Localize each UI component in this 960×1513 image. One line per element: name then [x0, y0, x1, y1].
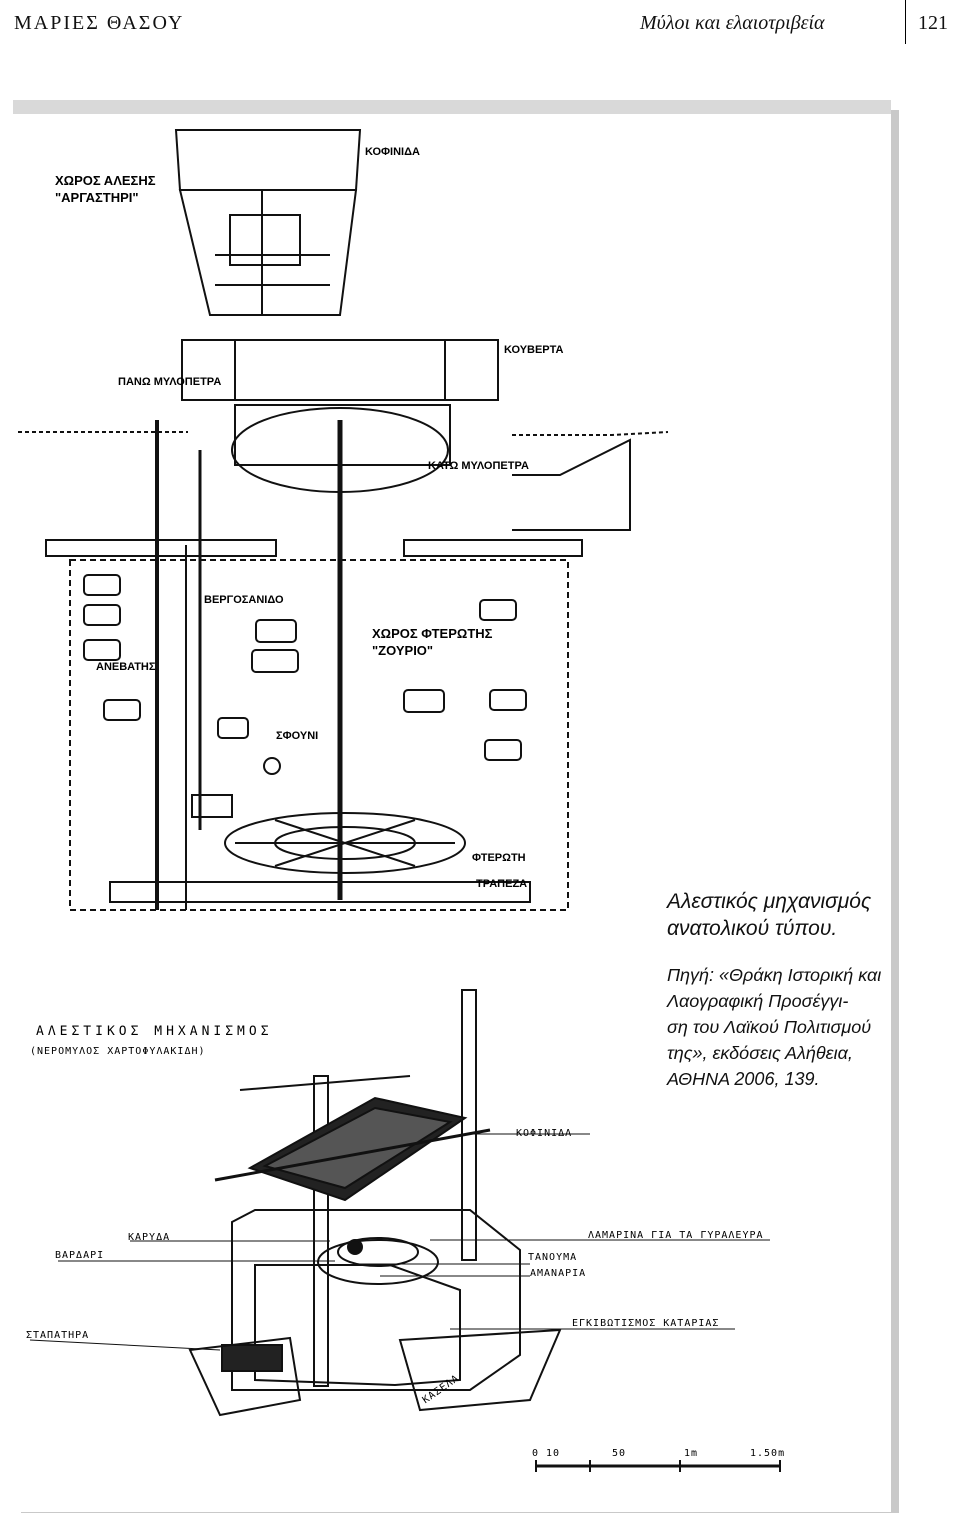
header-chapter-title: Μύλοι και ελαιοτριβεία — [640, 12, 825, 34]
scale-tick-3: 1.50m — [750, 1448, 786, 1459]
figure-caption-title: Αλεστικός μηχανισμός ανατολικού τύπου. — [667, 890, 872, 940]
label-argastiri: "ΑΡΓΑΣΤΗΡΙ" — [55, 190, 139, 205]
label-kouverta: ΚΟΥΒΕΡΤΑ — [504, 344, 564, 356]
scale-tick-2: 1m — [684, 1448, 699, 1459]
scale-tick-1: 50 — [612, 1448, 627, 1459]
post-left — [314, 1076, 328, 1386]
label-kasela: ΚΑΣΕΛΑ — [420, 1372, 462, 1407]
label-tanouma: ΤΑΝΟΥΜΑ — [528, 1252, 578, 1263]
label-vardari: ΒΑΡΔΑΡΙ — [55, 1250, 105, 1261]
label-zourio: "ΖΟΥΡΙΟ" — [372, 643, 434, 658]
label-vergosanido: ΒΕΡΓΟΣΑΝΙΔΟ — [204, 594, 284, 606]
figure-caption-source: Πηγή: «Θράκη Ιστορική και Λαογραφική Προσέγγι- ση του Λαϊκού Πολιτισμού της», εκδόσεις Αλήθεια, ΑΘΗΝΑ 2006, 139. — [667, 965, 882, 1089]
page-number: 121 — [918, 12, 948, 34]
stapatira-box — [222, 1345, 282, 1371]
label-kofinida-top: ΚΟΦΙΝΙΔΑ — [365, 146, 420, 158]
label-trapeza: ΤΡΑΠΕΖΑ — [476, 878, 528, 890]
label-xoros-fterotis: ΧΩΡΟΣ ΦΤΕΡΩΤΗΣ — [372, 626, 493, 641]
label-pano-mylopetra: ΠΑΝΩ ΜΥΛΟΠΕΤΡΑ — [118, 376, 222, 388]
post-right — [462, 990, 476, 1260]
top-drawing — [18, 130, 668, 910]
floor-beam-right — [404, 540, 582, 556]
label-xoros-aleseis: ΧΩΡΟΣ ΑΛΕΣΗΣ — [55, 173, 156, 188]
hopper — [176, 130, 360, 190]
bottom-title-line1: ΑΛΕΣΤΙΚΟΣ ΜΗΧΑΝΙΣΜΟΣ — [36, 1024, 273, 1039]
sfouni-nozzle — [264, 758, 280, 774]
bottom-title-line2: (ΝΕΡΟΜΥΛΟΣ ΧΑΡΤΟΦΥΛΑΚΙΔΗ) — [30, 1046, 206, 1057]
label-stapatira: ΣΤΑΠΑΤΗΡΑ — [26, 1330, 90, 1341]
scale-tick-0: 0 10 — [532, 1448, 561, 1459]
label-fterota: ΦΤΕΡΩΤΗ — [472, 852, 526, 864]
label-amanaria: ΑΜΑΝΑΡΙΑ — [530, 1268, 587, 1279]
floor-beam-left — [46, 540, 276, 556]
label-egkvetismos: ΕΓΚΙΒΩΤΙΣΜΟΣ ΚΑΤΑΡΙΑΣ — [572, 1318, 720, 1329]
label-kofinida-bottom: ΚΟΦΙΝΙΔΑ — [516, 1128, 573, 1139]
millstone — [318, 1240, 438, 1284]
upper-millstone — [182, 340, 498, 400]
label-karyda: ΚΑΡΥΔΑ — [128, 1232, 171, 1243]
label-lamarina: ΛΑΜΑΡΙΝΑ ΓΙΑ ΤΑ ΓΥΡΑΛΕΥΡΑ — [588, 1230, 764, 1241]
label-sfouni: ΣΦΟΥΝΙ — [276, 730, 319, 742]
label-kato-mylopetra: ΚΑΤΩ ΜΥΛΟΠΕΤΡΑ — [428, 460, 529, 472]
label-anevatis: ΑΝΕΒΑΤΗΣ — [96, 661, 156, 673]
header-left-title: ΜΑΡΙΕΣ ΘΑΣΟΥ — [14, 12, 185, 34]
